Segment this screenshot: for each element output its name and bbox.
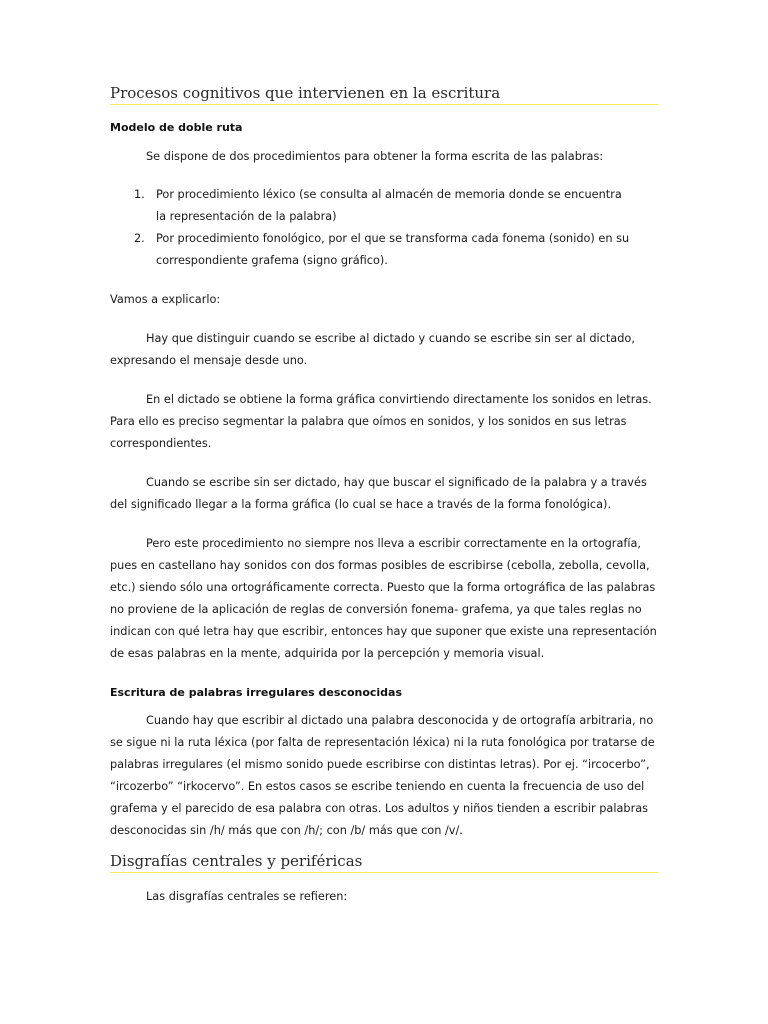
list-number: 1. <box>134 188 145 201</box>
list-item <box>110 184 630 228</box>
section-title-disgrafias: Disgrafías centrales y periféricas <box>110 852 658 873</box>
vamos-line: Vamos a explicarlo: <box>110 293 221 306</box>
paragraph-2: En el dictado se obtiene la forma gráfica convirtiendo directamente los sonidos en letras. Para ello es preciso segmentar la palabra que oímos en sonidos, y los sonidos en sus letras correspondientes. <box>110 393 652 450</box>
paragraph-1: Hay que distinguir cuando se escribe al dictado y cuando se escribe sin ser al dictado, expresando el mensaje desde uno. <box>110 332 635 367</box>
intro-paragraph: Se dispone de dos procedimientos para obtener la forma escrita de las palabras: <box>146 150 604 163</box>
list-text: Por procedimiento léxico (se consulta al almacén de memoria donde se encuentra la representación de la palabra) <box>156 188 622 223</box>
paragraph-4: Pero este procedimiento no siempre nos lleva a escribir correctamente en la ortografía, pues en castellano hay sonidos con dos formas posibles de escribirse (cebolla, zebolla, cevolla, etc.) siendo sólo una ortográficamente correcta. Puesto que la forma ortográfica de las palabras no proviene de la aplicación de reglas de conversión fonema- grafema, ya que tales reglas no indican con qué letra hay que escribir, entonces hay que suponer que existe una representación de esas palabras en la mente, adquirida por la percepción y memoria visual. <box>110 537 657 660</box>
list-number: 2. <box>134 232 145 245</box>
procedure-list <box>110 184 630 272</box>
list-item <box>110 228 630 272</box>
paragraph-irregulares: Cuando hay que escribir al dictado una palabra desconocida y de ortografía arbitraria, no se sigue ni la ruta léxica (por falta de representación léxica) ni la ruta fonológica por tratarse de palabras irregulares (el mismo sonido puede escribirse con distintas letras). Por ej. “ircocerbo”, “ircozerbo” “irkocervo”. En estos casos se escribe teniendo en cuenta la frecuencia de uso del grafema y el parecido de esa palabra con otras. Los adultos y niños tienden a escribir palabras desconocidas sin /h/ más que con /h/; con /b/ más que con /v/. <box>110 714 655 837</box>
subheading-escritura-irregulares: Escritura de palabras irregulares desconocidas <box>110 686 403 699</box>
list-text: Por procedimiento fonológico, por el que se transforma cada fonema (sonido) en su correspondiente grafema (signo gráfico). <box>156 232 630 267</box>
subheading-modelo: Modelo de doble ruta <box>110 121 243 134</box>
disgrafias-intro: Las disgrafías centrales se refieren: <box>146 890 348 903</box>
paragraph-3: Cuando se escribe sin ser dictado, hay que buscar el significado de la palabra y a través del significado llegar a la forma gráfica (lo cual se hace a través de la forma fonológica). <box>110 476 647 511</box>
section-title-procesos: Procesos cognitivos que intervienen en la escritura <box>110 84 658 105</box>
